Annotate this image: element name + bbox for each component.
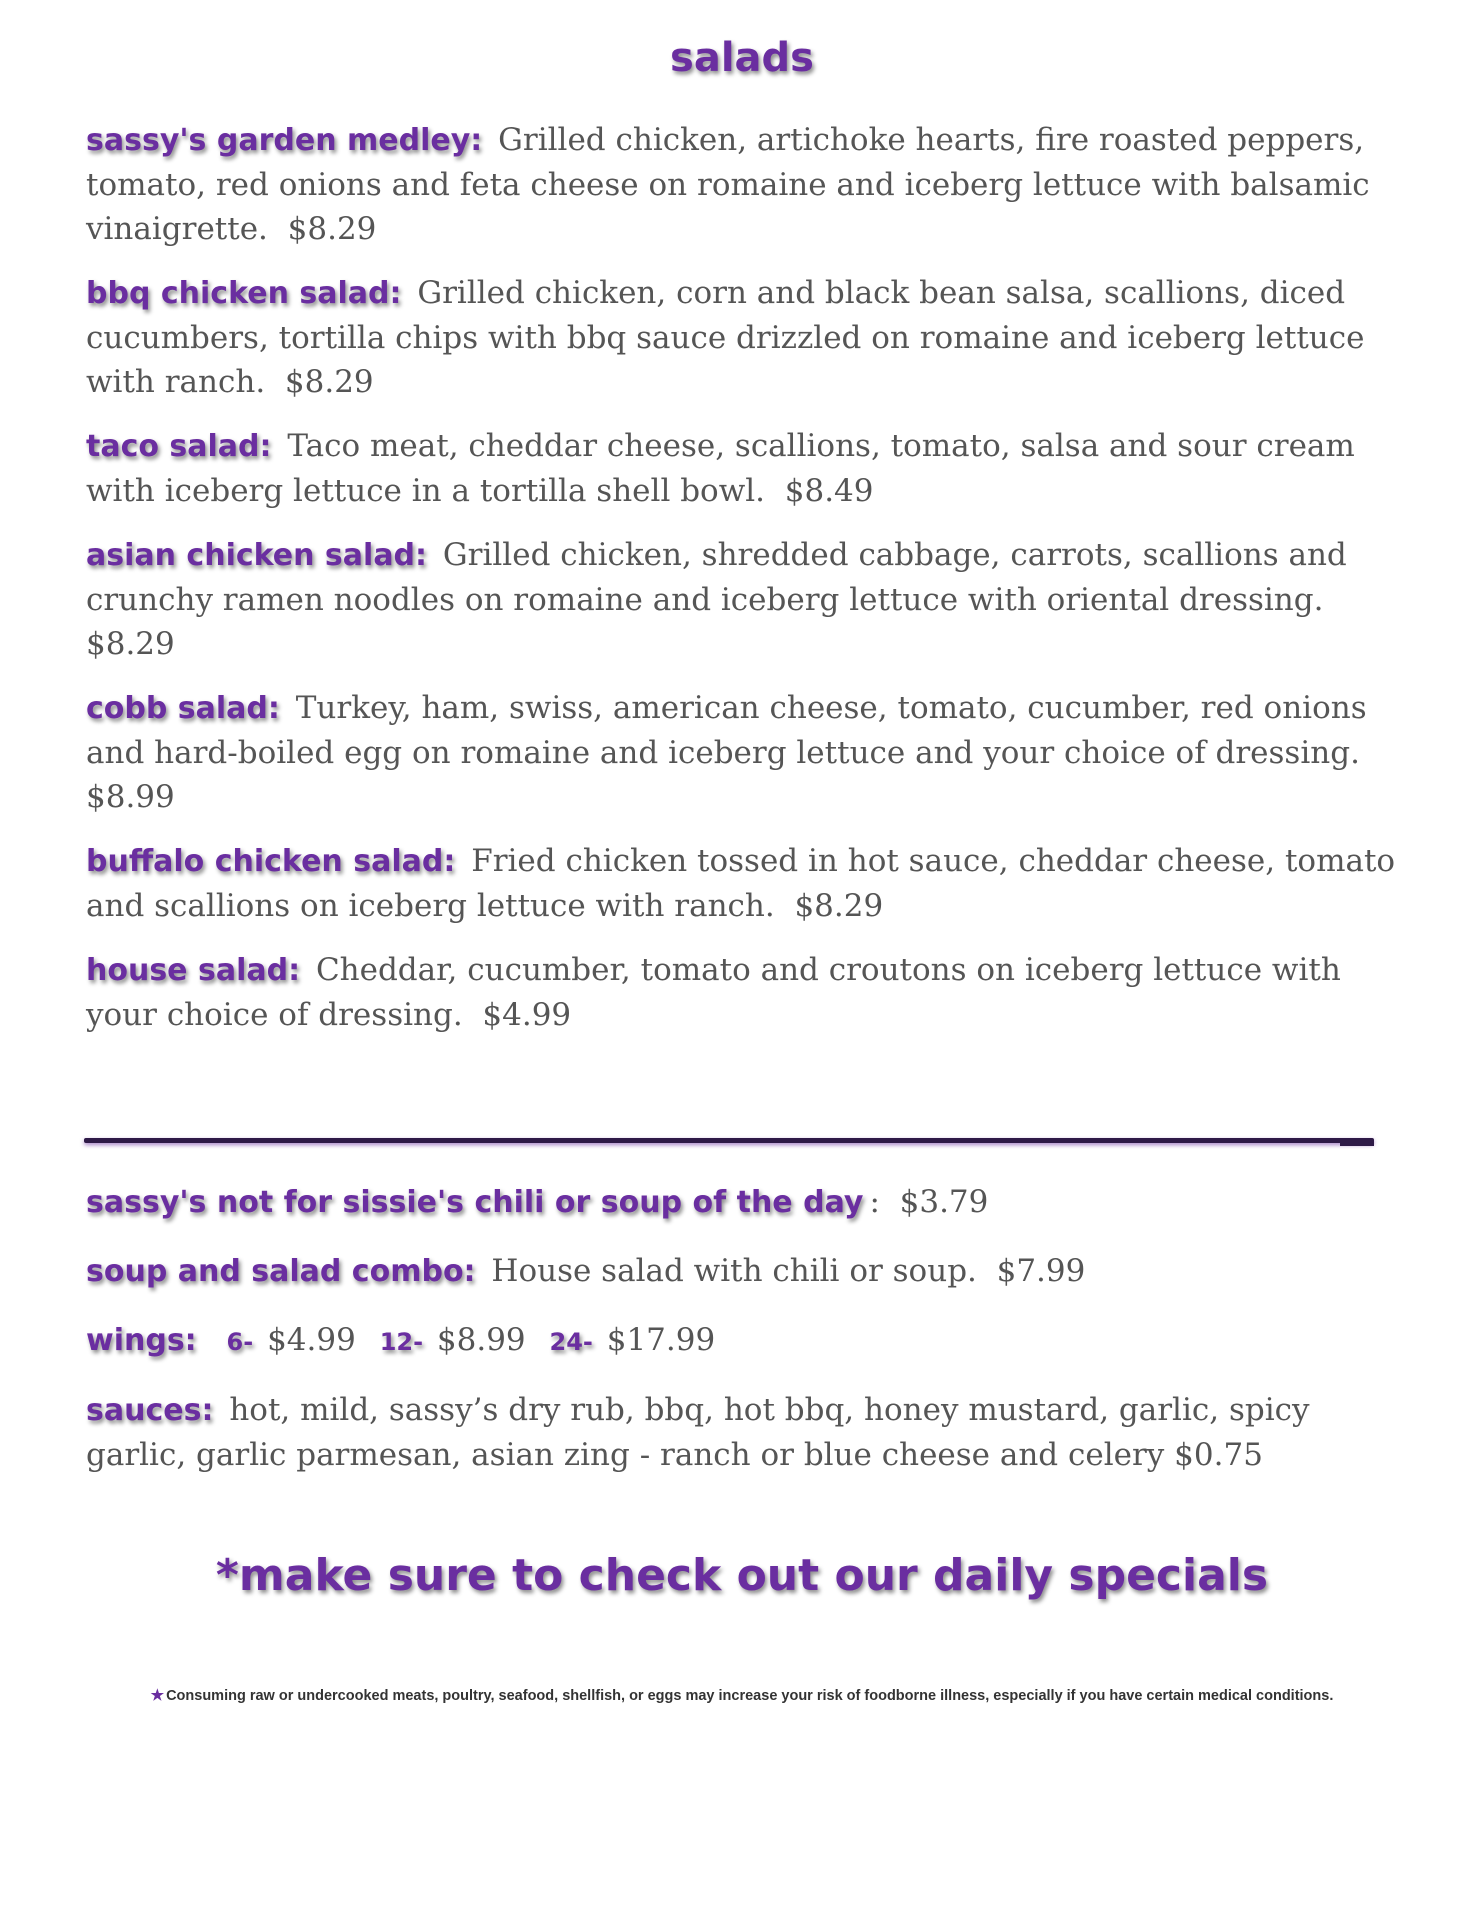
item-description: Grilled chicken, artichoke hearts, fire roasted peppers, tomato, red onions and feta cheese on romaine and iceberg lettuce with balsamic vinaigrette. bbox=[86, 122, 1370, 247]
item-price: $8.29 bbox=[794, 888, 884, 924]
extras-list bbox=[86, 1180, 1406, 1501]
item-separator: : bbox=[869, 1184, 880, 1220]
item-price: $3.79 bbox=[899, 1184, 989, 1220]
item-name: sassy's not for sissie's chili or soup of the day bbox=[86, 1185, 864, 1220]
item-name: bbq chicken salad: bbox=[86, 276, 402, 311]
item-description: hot, mild, sassy’s dry rub, bbq, hot bbq, honey mustard, garlic, spicy garlic, garlic parmesan, asian zing - ranch or blue cheese and celery bbox=[86, 1392, 1310, 1473]
item-price: $8.29 bbox=[86, 626, 175, 662]
menu-item-wings bbox=[86, 1318, 1406, 1364]
item-name: house salad: bbox=[86, 953, 301, 988]
item-description: House salad with chili or soup. bbox=[491, 1253, 977, 1289]
wings-qty: 12- bbox=[379, 1328, 424, 1356]
item-name: wings: bbox=[86, 1323, 197, 1358]
wings-price: $4.99 bbox=[267, 1322, 356, 1358]
disclaimer-text: Consuming raw or undercooked meats, poultry, seafood, shellfish, or eggs may increase your risk of foodborne illness, especially if you have certain medical conditions. bbox=[166, 1688, 1334, 1704]
item-description: Grilled chicken, corn and black bean salsa, scallions, diced cucumbers, tortilla chips with bbq sauce drizzled on romaine and iceberg lettuce with ranch. bbox=[86, 275, 1365, 400]
page-title: salads bbox=[670, 35, 814, 81]
wings-qty: 6- bbox=[226, 1328, 254, 1356]
item-name: buffalo chicken salad: bbox=[86, 844, 456, 879]
health-disclaimer bbox=[0, 1686, 1484, 1704]
item-price: $7.99 bbox=[996, 1253, 1086, 1289]
item-description: Turkey, ham, swiss, american cheese, tomato, cucumber, red onions and hard-boiled egg on romaine and iceberg lettuce and your choice of dressing. bbox=[86, 690, 1367, 771]
item-price: $0.75 bbox=[1174, 1437, 1263, 1473]
item-name: asian chicken salad: bbox=[86, 538, 428, 573]
menu-item-garden-medley bbox=[86, 118, 1406, 251]
item-name: sauces: bbox=[86, 1393, 214, 1428]
menu-item-buffalo-chicken-salad bbox=[86, 839, 1406, 928]
star-icon: ★ bbox=[150, 1687, 165, 1704]
item-price: $8.29 bbox=[284, 364, 374, 400]
menu-item-asian-chicken-salad bbox=[86, 533, 1406, 666]
menu-item-sauces bbox=[86, 1388, 1406, 1477]
item-name: soup and salad combo: bbox=[86, 1254, 476, 1289]
salad-list bbox=[86, 118, 1406, 1057]
item-price: $8.49 bbox=[784, 473, 874, 509]
menu-item-bbq-chicken-salad bbox=[86, 271, 1406, 404]
item-description: Cheddar, cucumber, tomato and croutons on iceberg lettuce with your choice of dressing. bbox=[86, 952, 1341, 1033]
item-name: taco salad: bbox=[86, 429, 272, 464]
item-name: cobb salad: bbox=[86, 691, 280, 726]
item-description: Taco meat, cheddar cheese, scallions, tomato, salsa and sour cream with iceberg lettuce in a tortilla shell bowl. bbox=[86, 428, 1355, 509]
daily-specials-banner: *make sure to check out our daily specials bbox=[215, 1550, 1269, 1601]
menu-item-soup-salad-combo bbox=[86, 1249, 1406, 1294]
wings-price: $8.99 bbox=[436, 1322, 526, 1358]
wings-qty: 24- bbox=[549, 1328, 593, 1356]
item-name: sassy's garden medley: bbox=[86, 123, 483, 158]
item-description: Grilled chicken, shredded cabbage, carrots, scallions and crunchy ramen noodles on romaine and iceberg lettuce with oriental dressing. bbox=[86, 537, 1347, 618]
item-price: $4.99 bbox=[482, 997, 572, 1033]
menu-item-chili bbox=[86, 1180, 1406, 1225]
menu-item-house-salad bbox=[86, 948, 1406, 1037]
wings-price: $17.99 bbox=[606, 1322, 716, 1358]
item-description: Fried chicken tossed in hot sauce, cheddar cheese, tomato and scallions on iceberg lettuce with ranch. bbox=[86, 843, 1396, 924]
section-divider bbox=[84, 1138, 1374, 1143]
item-price: $8.29 bbox=[287, 211, 377, 247]
menu-item-taco-salad bbox=[86, 424, 1406, 513]
menu-item-cobb-salad bbox=[86, 686, 1406, 819]
item-price: $8.99 bbox=[86, 779, 175, 815]
section-divider-end bbox=[1340, 1140, 1374, 1146]
